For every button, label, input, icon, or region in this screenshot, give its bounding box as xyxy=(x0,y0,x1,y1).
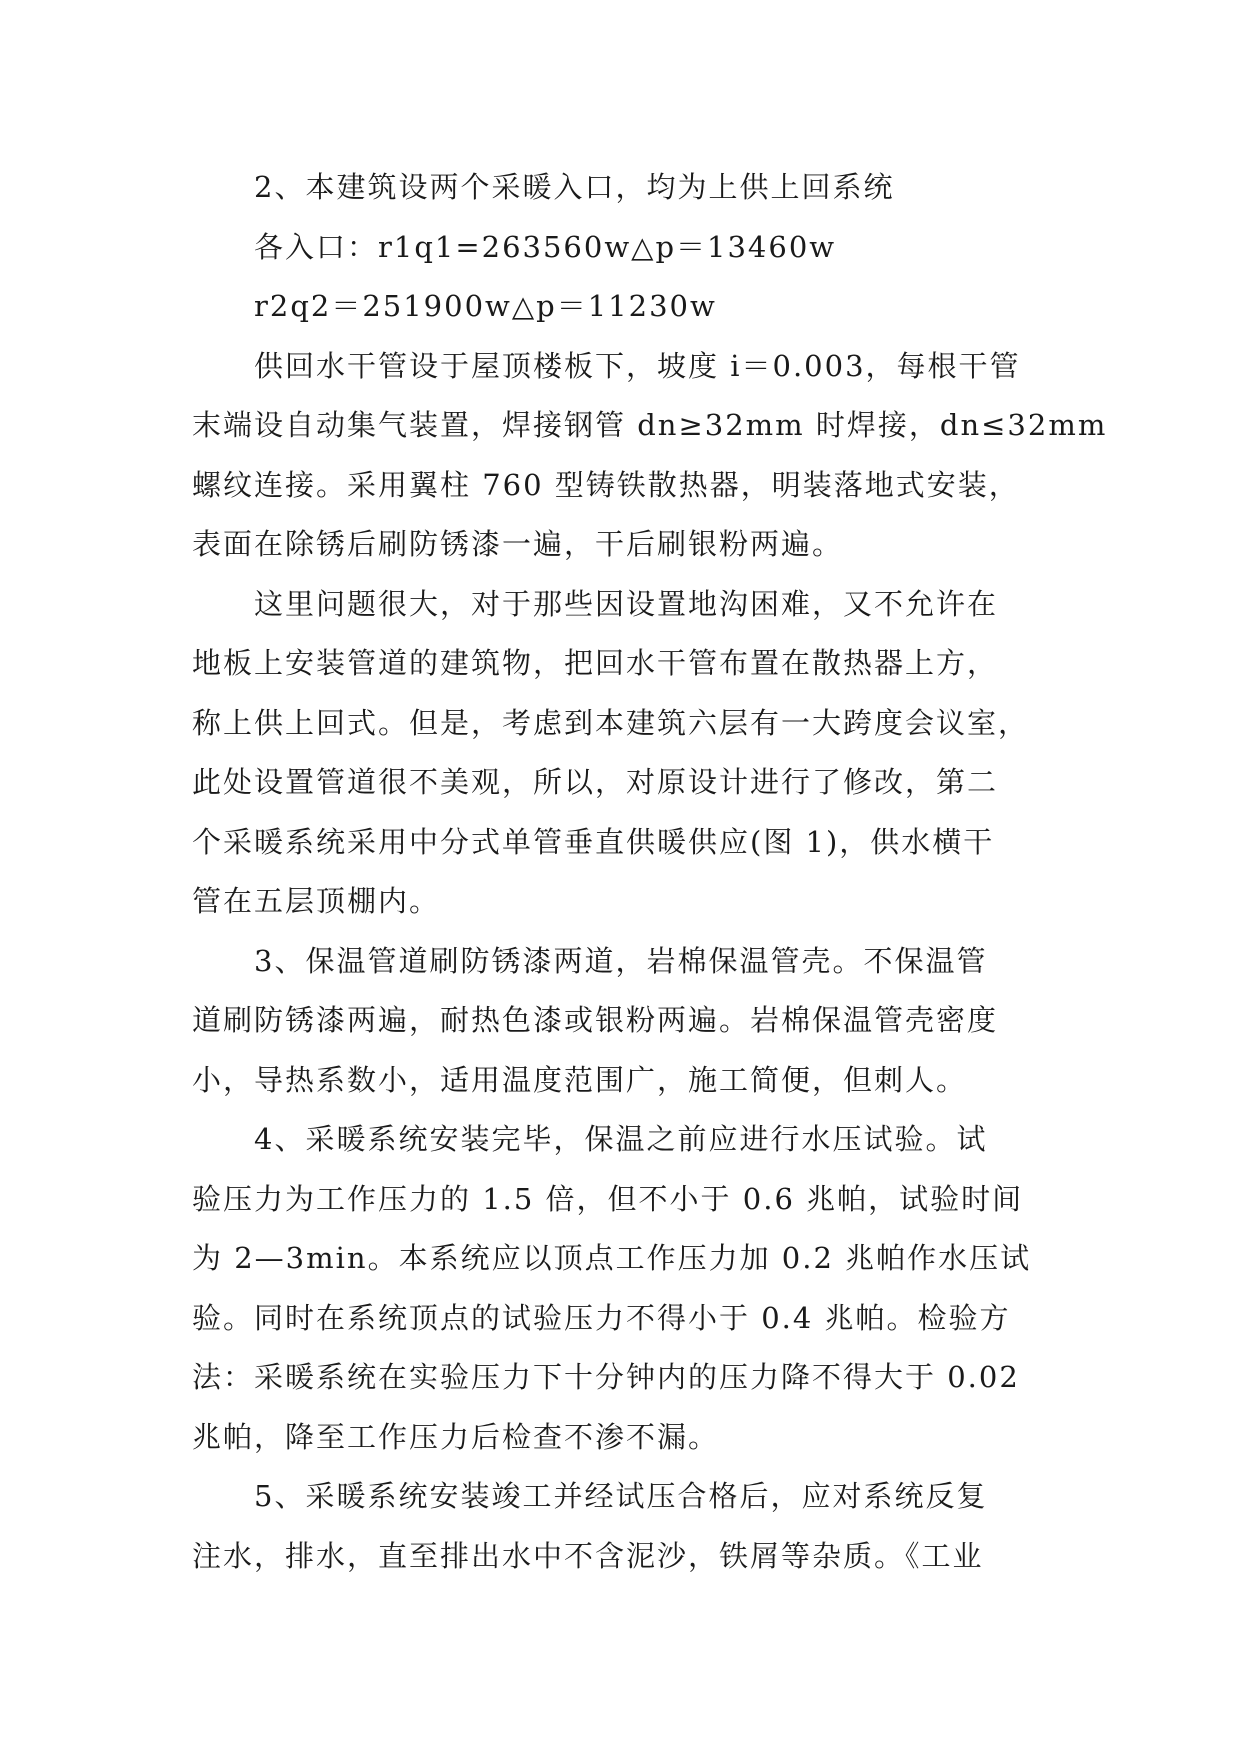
text-line: 法：采暖系统在实验压力下十分钟内的压力降不得大于 0.02 xyxy=(192,1360,1020,1394)
text-line: 各入口：r1q1=263560w△p＝13460w xyxy=(254,229,837,264)
text-line: 为 2—3min。本系统应以顶点工作压力加 0.2 兆帕作水压试 xyxy=(192,1241,1032,1275)
text-line: 称上供上回式。但是，考虑到本建筑六层有一大跨度会议室， xyxy=(192,705,1030,740)
text-line: 验。同时在系统顶点的试验压力不得小于 0.4 兆帕。检验方 xyxy=(192,1300,1011,1335)
text-line: r2q2＝251900w△p＝11230w xyxy=(254,289,717,323)
text-line: 供回水干管设于屋顶楼板下，坡度 i＝0.003，每根干管 xyxy=(254,348,1021,383)
text-line: 道刷防锈漆两遍，耐热色漆或银粉两遍。岩棉保温管壳密度 xyxy=(192,1003,999,1037)
text-line: 2、本建筑设两个采暖入口，均为上供上回系统 xyxy=(254,170,895,204)
text-line: 5、采暖系统安装竣工并经试压合格后，应对系统反复 xyxy=(254,1479,988,1513)
text-line: 这里问题很大，对于那些因设置地沟困难，又不允许在 xyxy=(254,586,999,621)
text-line: 螺纹连接。采用翼柱 760 型铸铁散热器，明装落地式安装， xyxy=(192,467,1020,502)
text-line: 管在五层顶棚内。 xyxy=(192,884,441,918)
text-line: 地板上安装管道的建筑物，把回水干管布置在散热器上方， xyxy=(192,646,999,680)
text-line: 4、采暖系统安装完毕，保温之前应进行水压试验。试 xyxy=(254,1122,988,1156)
text-line: 3、保温管道刷防锈漆两道，岩棉保温管壳。不保温管 xyxy=(254,943,988,978)
text-line: 末端设自动集气装置，焊接钢管 dn≥32mm 时焊接，dn≤32mm xyxy=(192,408,1108,442)
text-line: 个采暖系统采用中分式单管垂直供暖供应(图 1)，供水横干 xyxy=(192,824,995,859)
text-line: 此处设置管道很不美观，所以，对原设计进行了修改，第二 xyxy=(192,765,999,799)
text-line: 验压力为工作压力的 1.5 倍，但不小于 0.6 兆帕，试验时间 xyxy=(192,1181,1024,1216)
text-line: 表面在除锈后刷防锈漆一遍，干后刷银粉两遍。 xyxy=(192,527,844,561)
text-line: 小，导热系数小，适用温度范围广，施工简便，但刺人。 xyxy=(192,1062,968,1097)
text-line: 注水，排水，直至排出水中不含泥沙，铁屑等杂质。《工业 xyxy=(192,1538,984,1573)
document-body xyxy=(192,158,1108,1586)
text-line: 兆帕，降至工作压力后检查不渗不漏。 xyxy=(192,1419,720,1454)
